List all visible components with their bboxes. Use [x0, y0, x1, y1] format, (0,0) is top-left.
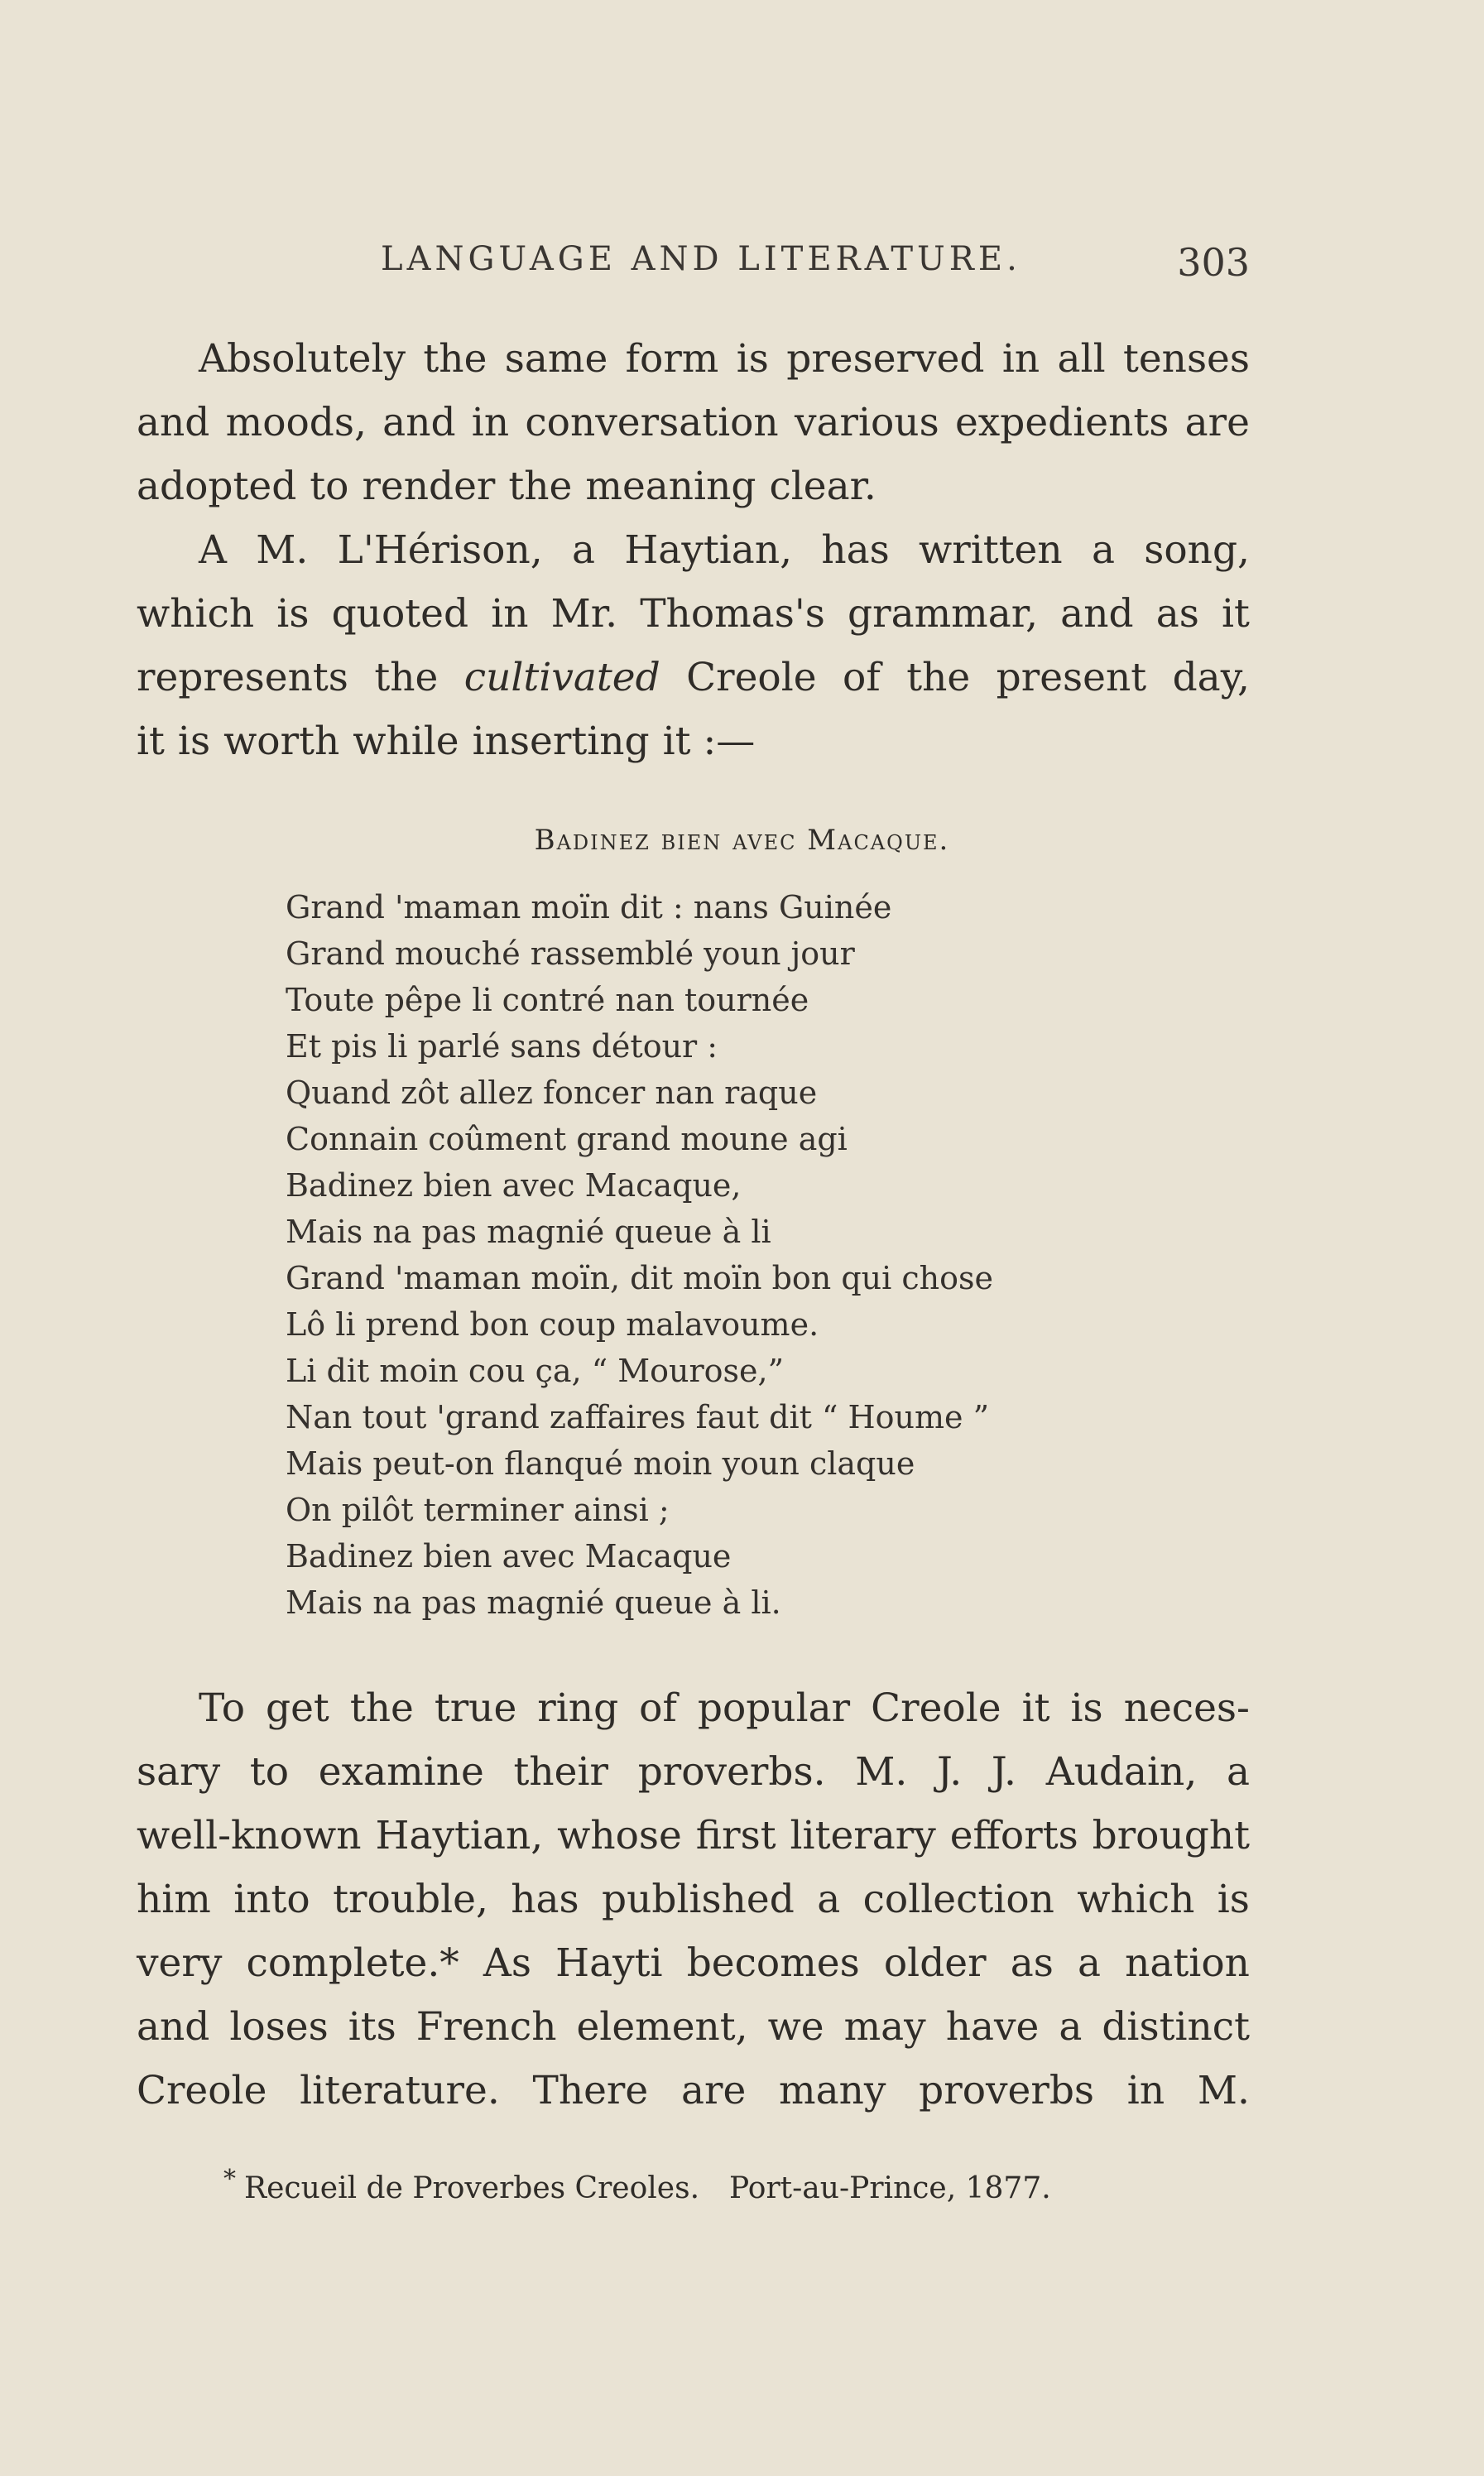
poem-line: Nan tout 'grand zaffaires faut dit “ Houme ” [286, 1399, 990, 1435]
poem-line: Lô li prend bon coup malavoume. [286, 1306, 819, 1343]
text-line: represents the cultivated Creole of the present day, [137, 646, 1250, 709]
text-line: very complete.* As Hayti becomes older as a nation [137, 1940, 1250, 1986]
poem-line: Toute pêpe li contré nan tournée [286, 982, 809, 1018]
poem-line: Badinez bien avec Macaque [286, 1538, 732, 1575]
text-line: and loses its French element, we may have a distinct [137, 2004, 1250, 2050]
footnote-mark: * [223, 2165, 236, 2194]
text-line: Absolutely the same form is preserved in all tenses [199, 336, 1250, 382]
footnote-place-date: Port-au-Prince, 1877. [729, 2171, 1051, 2205]
text-line: To get the true ring of popular Creole it is neces- [199, 1685, 1250, 1731]
text-line: and moods, and in conversation various expedients are [137, 400, 1250, 445]
text-line: well-known Haytian, whose first literary efforts brought [137, 1813, 1250, 1858]
text-line: it is worth while inserting it :— [137, 719, 756, 764]
poem-line: Mais peut-on flanqué moin youn claque [286, 1445, 915, 1482]
text-line: him into trouble, has published a collection which is [137, 1877, 1250, 1922]
poem-line: Mais na pas magnié queue à li. [286, 1584, 781, 1621]
text-line: Creole literature. There are many proverbs in M. [137, 2068, 1250, 2113]
running-title: LANGUAGE AND LITERATURE. [381, 240, 1021, 278]
poem-line: On pilôt terminer ainsi ; [286, 1492, 670, 1528]
poem [286, 884, 993, 1626]
poem-line: Quand zôt allez foncer nan raque [286, 1075, 818, 1111]
poem-line: Li dit moin cou ça, “ Mourose,” [286, 1353, 785, 1389]
poem-line: Mais na pas magnié queue à li [286, 1214, 771, 1250]
intro-paragraphs [137, 327, 1250, 773]
poem-line: Et pis li parlé sans détour : [286, 1028, 718, 1065]
footnote-title: Recueil de Proverbes Creoles. [244, 2171, 700, 2205]
text-line: sary to examine their proverbs. M. J. J. Audain, a [137, 1749, 1250, 1795]
poem-line: Grand mouché rassemblé youn jour [286, 935, 855, 972]
poem-line: Grand 'maman moïn, dit moïn bon qui chose [286, 1260, 993, 1296]
page-number: 303 [1177, 240, 1250, 285]
text-line: A M. L'Hérison, a Haytian, has written a song, [199, 527, 1250, 573]
poem-line: Badinez bien avec Macaque, [286, 1167, 742, 1204]
footnote [223, 2165, 1051, 2205]
proverbs-paragraph [137, 1676, 1250, 2123]
poem-line: Connain coûment grand moune agi [286, 1121, 848, 1157]
poem-title: Badinez bien avec Macaque. [534, 824, 950, 857]
text-line: adopted to render the meaning clear. [137, 464, 876, 509]
poem-line: Grand 'maman moïn dit : nans Guinée [286, 889, 892, 925]
text-line: which is quoted in Mr. Thomas's grammar, and as it [137, 591, 1250, 637]
running-header [381, 240, 1250, 290]
emphasis-word: cultivated [463, 655, 660, 700]
